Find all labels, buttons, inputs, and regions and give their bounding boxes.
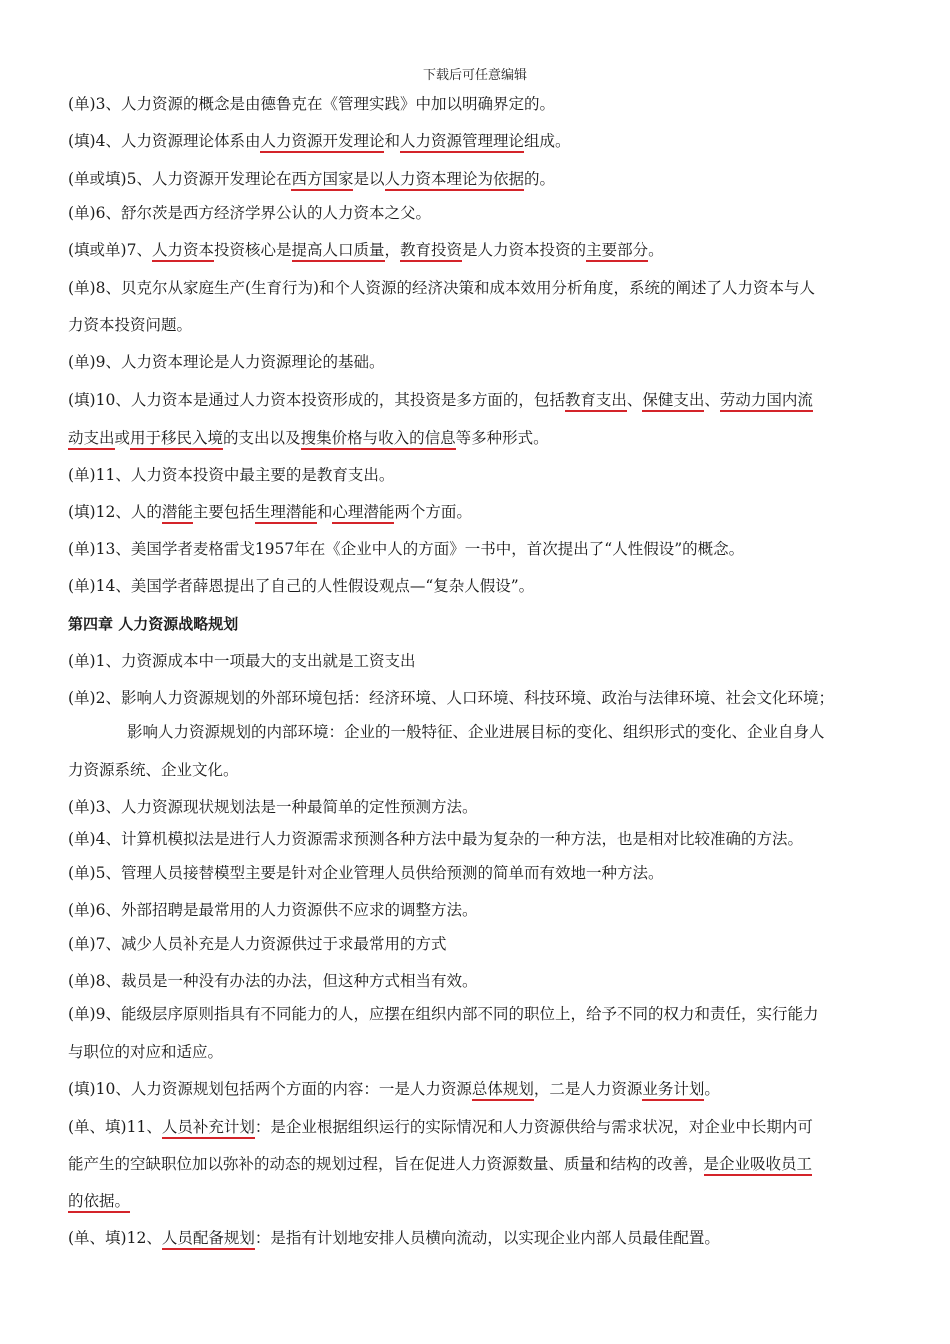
underlined-term: 人员配备规划 bbox=[162, 1229, 255, 1250]
text-line bbox=[68, 934, 446, 954]
text-segment: 两个方面。 bbox=[394, 503, 472, 521]
text-segment: (填)4、人力资源理论体系由 bbox=[68, 132, 261, 150]
text-segment: ：是企业根据组织运行的实际情况和人力资源供给与需求状况，对企业中长期内可 bbox=[254, 1118, 813, 1136]
text-line bbox=[68, 651, 415, 671]
text-line bbox=[68, 1191, 130, 1211]
text-segment: 、 bbox=[626, 391, 643, 409]
text-line bbox=[68, 169, 555, 189]
text-segment: (单)3、人力资源的概念是由德鲁克在《管理实践》中加以明确界定的。 bbox=[68, 95, 555, 113]
underlined-term: 是企业吸收员工 bbox=[704, 1155, 813, 1176]
underlined-term: 人力资本 bbox=[152, 241, 214, 262]
text-segment: 力资本投资问题。 bbox=[68, 316, 193, 334]
text-segment: 。 bbox=[648, 241, 664, 259]
text-line bbox=[68, 240, 664, 260]
page-header: 下载后可任意编辑 bbox=[422, 68, 527, 83]
text-line bbox=[68, 315, 192, 335]
text-line bbox=[68, 1042, 223, 1062]
text-segment: (单)4、计算机模拟法是进行人力资源需求预测各种方法中最为复杂的一种方法，也是相对比较准确的方法。 bbox=[68, 830, 803, 848]
text-segment: (单)6、舒尔茨是西方经济学界公认的人力资本之父。 bbox=[68, 204, 431, 222]
text-segment: (填)10、人力资源规划包括两个方面的内容：一是人力资源 bbox=[68, 1080, 472, 1098]
text-line bbox=[68, 863, 663, 883]
text-line bbox=[68, 1154, 812, 1174]
text-segment: (单)2、影响人力资源规划的外部环境包括：经济环境、人口环境、科技环境、政治与法律环境、社会文化环境； bbox=[68, 689, 834, 707]
text-segment: 或 bbox=[114, 429, 131, 447]
text-segment: (单)11、人力资本投资中最主要的是教育支出。 bbox=[68, 466, 395, 484]
text-segment: ， bbox=[384, 241, 401, 259]
text-segment: (单)6、外部招聘是最常用的人力资源供不应求的调整方法。 bbox=[68, 901, 478, 919]
underlined-term: 人员补充计划 bbox=[162, 1118, 255, 1139]
underlined-term: 提高人口质量 bbox=[292, 241, 385, 262]
underlined-term: 保健支出 bbox=[642, 391, 704, 412]
text-segment: (单)13、美国学者麦格雷戈1957年在《企业中人的方面》一书中，首次提出了“人性假设”的概念。 bbox=[68, 540, 745, 558]
text-segment: (填)12、人的 bbox=[68, 503, 162, 521]
underlined-term: 用于移民入境 bbox=[130, 429, 223, 450]
text-line bbox=[68, 428, 549, 448]
text-line bbox=[68, 352, 384, 372]
text-line bbox=[68, 576, 534, 596]
underlined-term: 教育支出 bbox=[565, 391, 627, 412]
text-line bbox=[68, 829, 803, 849]
underlined-term: 人力资源管理理论 bbox=[400, 132, 524, 153]
underlined-term: 主要部分 bbox=[586, 241, 648, 262]
text-line bbox=[68, 797, 477, 817]
text-segment: (单或填)5、人力资源开发理论在 bbox=[68, 170, 292, 188]
text-segment: (单)8、裁员是一种没有办法的办法，但这种方式相当有效。 bbox=[68, 972, 478, 990]
underlined-term: 业务计划 bbox=[642, 1080, 704, 1101]
underlined-term: 动支出 bbox=[68, 429, 115, 450]
underlined-term: 教育投资 bbox=[400, 241, 462, 262]
chapter-heading bbox=[68, 614, 238, 634]
text-line bbox=[68, 900, 477, 920]
underlined-term: 搜集价格与收入的信息 bbox=[301, 429, 456, 450]
text-segment: 主要包括 bbox=[192, 503, 255, 521]
text-line bbox=[68, 1117, 813, 1137]
text-segment: 的支出以及 bbox=[223, 429, 301, 447]
text-segment: 与职位的对应和适应。 bbox=[68, 1043, 224, 1061]
text-segment: (单、填)11、 bbox=[68, 1118, 162, 1136]
text-segment: 。 bbox=[704, 1080, 720, 1098]
text-segment: (单)9、人力资本理论是人力资源理论的基础。 bbox=[68, 353, 385, 371]
text-segment: (填或单)7、 bbox=[68, 241, 152, 259]
text-line bbox=[68, 539, 744, 559]
text-line bbox=[68, 1228, 720, 1248]
text-segment: 和 bbox=[316, 503, 333, 521]
underlined-term: 心理潜能 bbox=[332, 503, 394, 524]
text-segment: (单)3、人力资源现状规划法是一种最简单的定性预测方法。 bbox=[68, 798, 478, 816]
text-segment: 、 bbox=[704, 391, 720, 409]
text-segment: (单)1、力资源成本中一项最大的支出就是工资支出 bbox=[68, 652, 416, 670]
underlined-term: 人力资本理论为依据 bbox=[385, 170, 525, 191]
text-segment: (单)14、美国学者薛恩提出了自己的人性假设观点—“复杂人假设”。 bbox=[68, 577, 535, 595]
text-segment: (单)8、贝克尔从家庭生产(生育行为)和个人资源的经济决策和成本效用分析角度，系统的阐述了人力资本与人 bbox=[68, 279, 816, 297]
text-line bbox=[68, 278, 815, 298]
text-line bbox=[68, 390, 813, 410]
text-segment: 能产生的空缺职位加以弥补的动态的规划过程，旨在促进人力资源数量、质量和结构的改善， bbox=[68, 1155, 704, 1173]
text-segment: 是以 bbox=[353, 170, 385, 188]
text-line bbox=[68, 971, 477, 991]
text-segment: 等多种形式。 bbox=[455, 429, 549, 447]
text-line bbox=[68, 688, 834, 708]
text-line bbox=[68, 502, 472, 522]
text-line bbox=[68, 465, 394, 485]
text-segment: (单)9、能级层序原则指具有不同能力的人，应摆在组织内部不同的职位上，给予不同的权力和责任，实行能力 bbox=[68, 1005, 819, 1023]
text-line bbox=[127, 722, 825, 742]
text-segment: 投资核心是 bbox=[213, 241, 292, 259]
underlined-term: 劳动力国内流 bbox=[720, 391, 813, 412]
underlined-term: 潜能 bbox=[162, 503, 193, 524]
text-line bbox=[68, 760, 239, 780]
underlined-term: 人力资源开发理论 bbox=[260, 132, 384, 153]
text-line bbox=[68, 131, 571, 151]
underlined-term: 生理潜能 bbox=[255, 503, 317, 524]
underlined-term: 的依据。 bbox=[68, 1192, 130, 1213]
text-segment: 第四章 人力资源战略规划 bbox=[68, 615, 239, 633]
text-segment: 力资源系统、企业文化。 bbox=[68, 761, 239, 779]
text-segment: 组成。 bbox=[524, 132, 571, 150]
text-segment: ，二是人力资源 bbox=[533, 1080, 643, 1098]
text-segment: 和 bbox=[384, 132, 400, 150]
text-line bbox=[68, 1004, 818, 1024]
text-segment: 的。 bbox=[524, 170, 556, 188]
underlined-term: 总体规划 bbox=[472, 1080, 534, 1101]
text-segment: (单)7、减少人员补充是人力资源供过于求最常用的方式 bbox=[68, 935, 447, 953]
text-segment: 影响人力资源规划的内部环境：企业的一般特征、企业进展目标的变化、组织形式的变化、企业自身人 bbox=[127, 723, 825, 741]
underlined-term: 西方国家 bbox=[291, 170, 353, 191]
text-segment: ：是指有计划地安排人员横向流动，以实现企业内部人员最佳配置。 bbox=[254, 1229, 720, 1247]
text-segment: 是人力资本投资的 bbox=[462, 241, 587, 259]
text-segment: (单、填)12、 bbox=[68, 1229, 162, 1247]
text-line bbox=[68, 203, 431, 223]
text-line bbox=[68, 1079, 720, 1099]
text-line bbox=[68, 94, 555, 114]
text-segment: (单)5、管理人员接替模型主要是针对企业管理人员供给预测的简单而有效地一种方法。 bbox=[68, 864, 664, 882]
text-segment: (填)10、人力资本是通过人力资本投资形成的，其投资是多方面的，包括 bbox=[68, 391, 565, 409]
